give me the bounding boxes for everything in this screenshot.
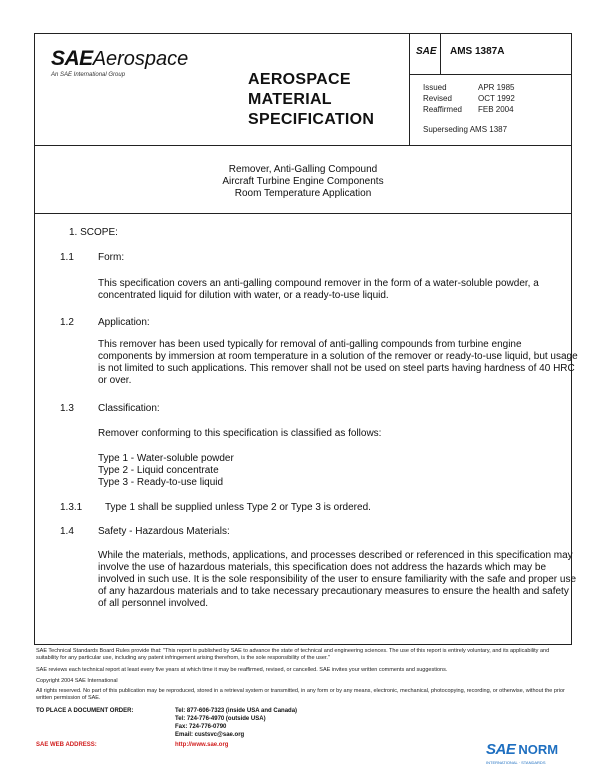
section-paragraph: This specification covers an anti-galling compound remover in the form of a water-soluble powder, a concentrated liquid for dilution with water, or a ready-to-use liquid.: [98, 278, 539, 301]
title-line: Room Temperature Application: [234, 188, 372, 199]
type-desc: - Ready-to-use liquid: [128, 477, 224, 488]
title-box: [34, 145, 572, 214]
title-line: Remover, Anti-Galling Compound: [228, 164, 378, 175]
document-body: [34, 214, 578, 644]
section-number: 1.3: [60, 403, 74, 414]
document-title: [35, 164, 571, 200]
order-line: Fax: 724-776-0790: [175, 724, 227, 730]
date-label: Issued: [423, 83, 447, 92]
type-label: Type 1: [98, 453, 129, 464]
section-heading: Application:: [98, 317, 150, 328]
section-paragraph: While the materials, methods, applications, and processes described or referenced in this specification may involve the use of hazardous materials, this specification does not address the hazards which may be involved in such use. It is the sole responsibility of the user to ensure familiarity with the safe and proper use of any hazardous materials and to take necessary precautionary measures to ensure the health and safety of all personnel involved.: [98, 550, 577, 609]
footer-rights-text: All rights reserved. No part of this publication may be reproduced, stored in a retrieval system or transmitted, in any form or by any means, electronic, mechanical, photocopying, recording, or otherwise, without the prior written permission of SAE.: [36, 688, 565, 701]
footer-rules-text: SAE Technical Standards Board Rules provide that: "This report is published by SAE to advance the state of technical and engineering sciences. The use of this report is entirely voluntary, and its applicability and suitability for any particular use, including any patent infringement arising therefrom, is the sole responsibility of the user.": [36, 648, 550, 661]
superseding-note: Superseding AMS 1387: [423, 125, 508, 134]
doc-type-line: AEROSPACE: [248, 71, 351, 88]
order-label: TO PLACE A DOCUMENT ORDER:: [36, 708, 134, 714]
section-scope-heading: 1. SCOPE:: [69, 227, 118, 238]
footer-copyright: Copyright 2004 SAE International: [36, 678, 118, 684]
section-number: 1.3.1: [60, 502, 83, 513]
logo-tagline: An SAE International Group: [51, 72, 126, 78]
section-heading: Safety - Hazardous Materials:: [98, 526, 230, 537]
order-line: Tel: 724-776-4970 (outside USA): [175, 716, 266, 722]
date-row: [423, 82, 548, 93]
doc-type-line: MATERIAL: [248, 91, 332, 108]
date-row: [423, 93, 548, 104]
date-block: [423, 82, 548, 115]
order-line: Tel: 877-606-7323 (inside USA and Canada): [175, 708, 298, 714]
section-paragraph: This remover has been used typically for removal of anti-galling compounds from turbine engine components by immersion at room temperature in a solution of the remover or ready-to-use liquid, but usage is not limited to such applications. This remover shall not be used on steel parts having hardness of 40 HRC or over.: [98, 339, 578, 386]
date-value: OCT 1992: [478, 94, 515, 103]
sae-mini-logo: SAE: [416, 46, 437, 57]
header-divider: [409, 34, 410, 145]
order-line: Email: custsvc@sae.org: [175, 732, 245, 738]
section-heading: Form:: [98, 252, 125, 263]
type-desc: - Liquid concentrate: [128, 465, 219, 476]
footer-rule: [34, 644, 572, 645]
type-desc: - Water-soluble powder: [128, 453, 234, 464]
type-label: Type 3: [98, 477, 129, 488]
logo-bold: SAE: [51, 47, 93, 70]
date-row: [423, 104, 548, 115]
header-divider: [409, 74, 572, 75]
date-value: APR 1985: [478, 83, 515, 92]
sae-norm-watermark: [486, 741, 558, 758]
title-line: Aircraft Turbine Engine Components: [222, 176, 384, 187]
section-heading: Classification:: [98, 403, 160, 414]
type-item: [98, 465, 219, 477]
date-value: FEB 2004: [478, 105, 514, 114]
watermark-sub: INTERNATIONAL · STANDARDS: [486, 760, 546, 765]
section-paragraph: Remover conforming to this specification is classified as follows:: [98, 428, 382, 439]
section-number: 1.4: [60, 526, 74, 537]
date-label: Revised: [423, 94, 452, 103]
header-divider: [440, 34, 441, 74]
type-item: [98, 453, 234, 465]
section-paragraph: Type 1 shall be supplied unless Type 2 or Type 3 is ordered.: [105, 502, 371, 513]
type-label: Type 2: [98, 465, 129, 476]
section-number: 1.1: [60, 252, 74, 263]
footer-review-text: SAE reviews each technical report at least every five years at which time it may be reaffirmed, revised, or cancelled. SAE invites your written comments and suggestions.: [36, 667, 448, 673]
web-url-link[interactable]: http://www.sae.org: [175, 742, 229, 748]
header-box: [34, 33, 572, 146]
type-item: [98, 477, 223, 489]
section-number: 1.2: [60, 317, 74, 328]
watermark-main: SAE: [486, 741, 516, 758]
date-label: Reaffirmed: [423, 105, 462, 114]
doc-type-title: [248, 70, 374, 130]
watermark-norm: NORM: [518, 742, 559, 757]
web-label: SAE WEB ADDRESS:: [36, 742, 97, 748]
doc-type-line: SPECIFICATION: [248, 111, 375, 128]
document-number: AMS 1387A: [450, 46, 505, 57]
logo-rest: Aerospace: [92, 48, 189, 70]
